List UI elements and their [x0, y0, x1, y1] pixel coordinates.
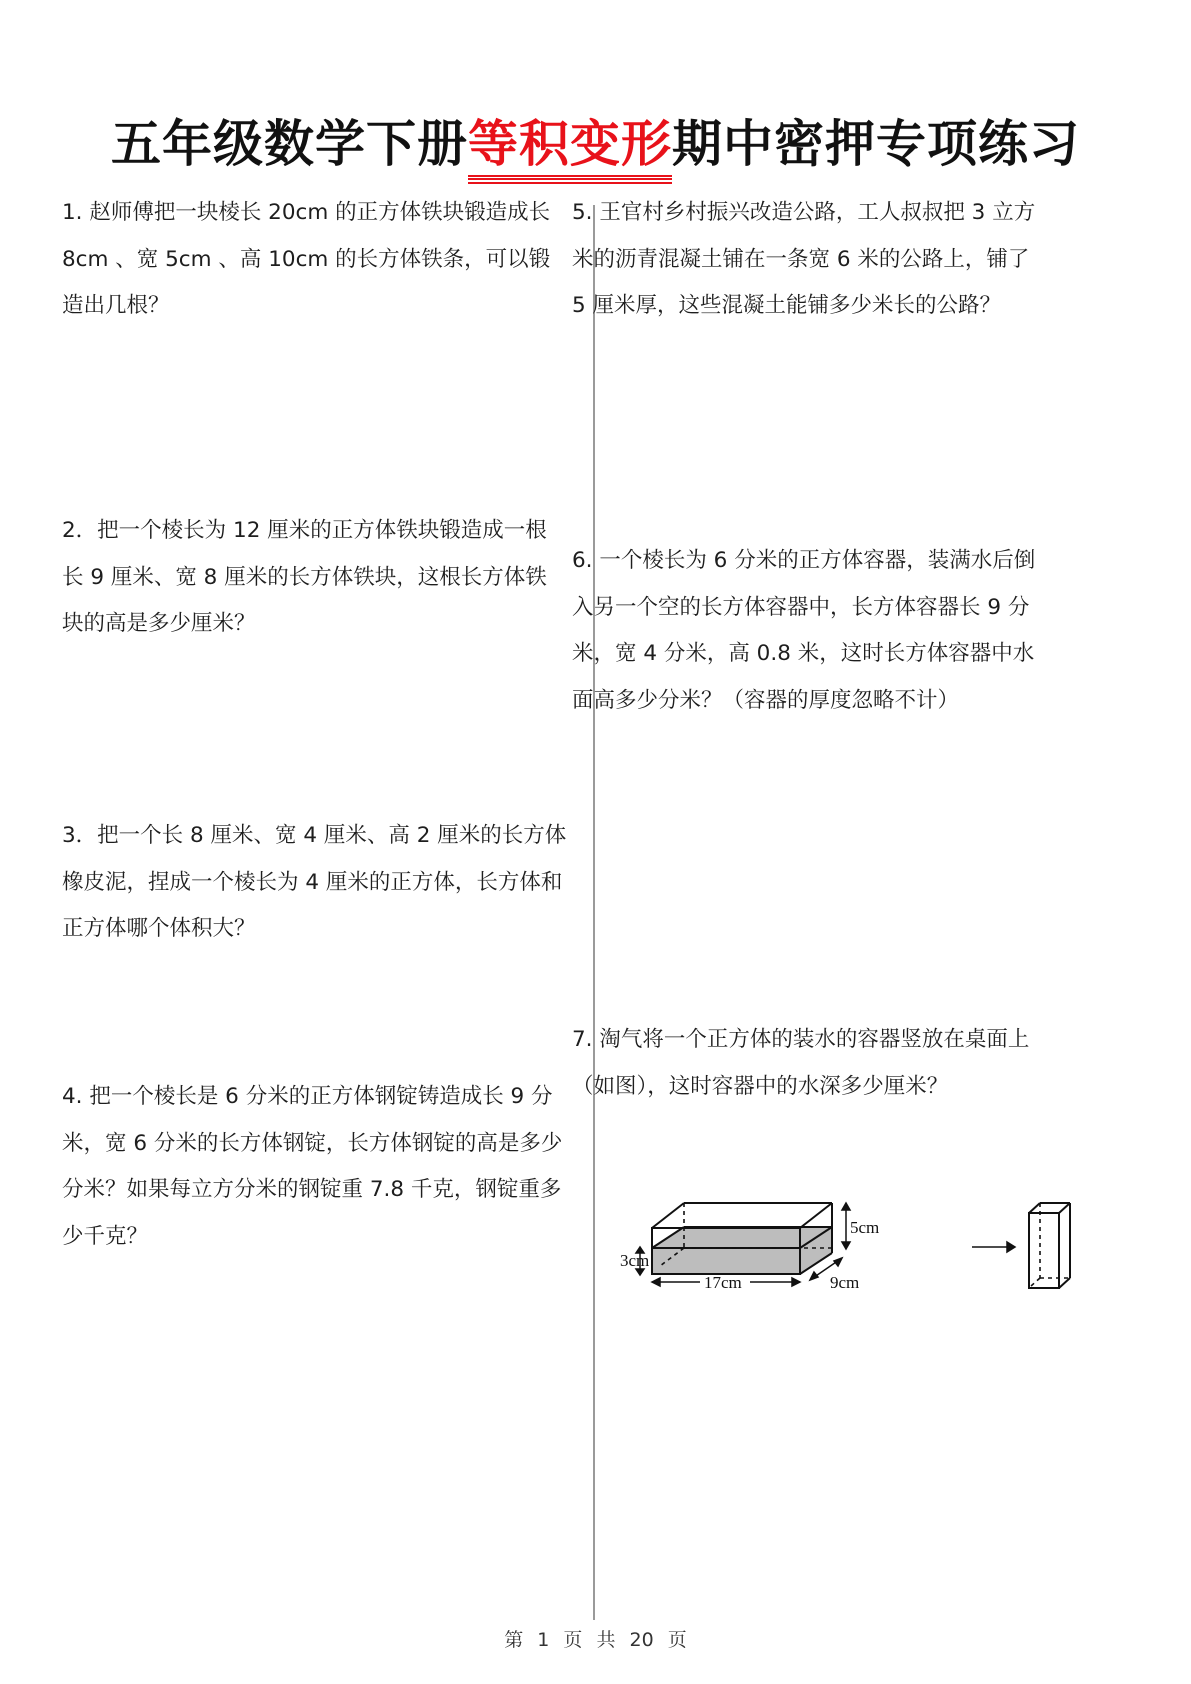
title-prefix: 五年级数学下册 — [111, 115, 468, 173]
question-5: 5. 王官村乡村振兴改造公路，工人叔叔把 3 立方米的沥青混凝土铺在一条宽 6 米的公路上，铺了 5 厘米厚，这些混凝土能铺多少米长的公路？ — [572, 200, 1036, 318]
label-water-height: 3cm — [620, 1251, 650, 1270]
question-7: 7. 淘气将一个正方体的装水的容器竖放在桌面上（如图），这时容器中的水深多少厘米？ — [572, 1027, 1030, 1099]
label-length: 17cm — [704, 1273, 742, 1292]
column-divider — [593, 205, 595, 1620]
page-footer: 第 1 页 共 20 页 — [504, 1629, 687, 1651]
title-suffix: 期中密押专项练习 — [672, 115, 1080, 173]
question-4: 4. 把一个棱长是 6 分米的正方体钢锭铸造成长 9 分米，宽 6 分米的长方体钢锭，长方体钢锭的高是多少分米？如果每立方分米的钢锭重 7.8 千克，钢锭重多少千克？ — [62, 1084, 563, 1249]
page-title — [0, 104, 1191, 176]
question-3: 3．把一个长 8 厘米、宽 4 厘米、高 2 厘米的长方体橡皮泥，捏成一个棱长为 4 厘米的正方体，长方体和正方体哪个体积大？ — [62, 823, 567, 941]
title-highlight: 等积变形 — [468, 104, 672, 176]
question-1: 1. 赵师傅把一块棱长 20cm 的正方体铁块锻造成长 8cm 、宽 5cm 、高 10cm 的长方体铁条，可以锻造出几根？ — [62, 200, 551, 318]
question-2: 2．把一个棱长为 12 厘米的正方体铁块锻造成一根长 9 厘米、宽 8 厘米的长方体铁块，这根长方体铁块的高是多少厘米？ — [62, 518, 547, 636]
label-empty-height: 5cm — [850, 1218, 880, 1237]
container-figure — [620, 1190, 1100, 1320]
question-6: 6. 一个棱长为 6 分米的正方体容器，装满水后倒入另一个空的长方体容器中，长方体容器长 9 分米，宽 4 分米，高 0.8 米，这时长方体容器中水面高多少分米？（容器的厚度忽略不计） — [572, 548, 1036, 713]
label-width: 9cm — [830, 1273, 860, 1292]
